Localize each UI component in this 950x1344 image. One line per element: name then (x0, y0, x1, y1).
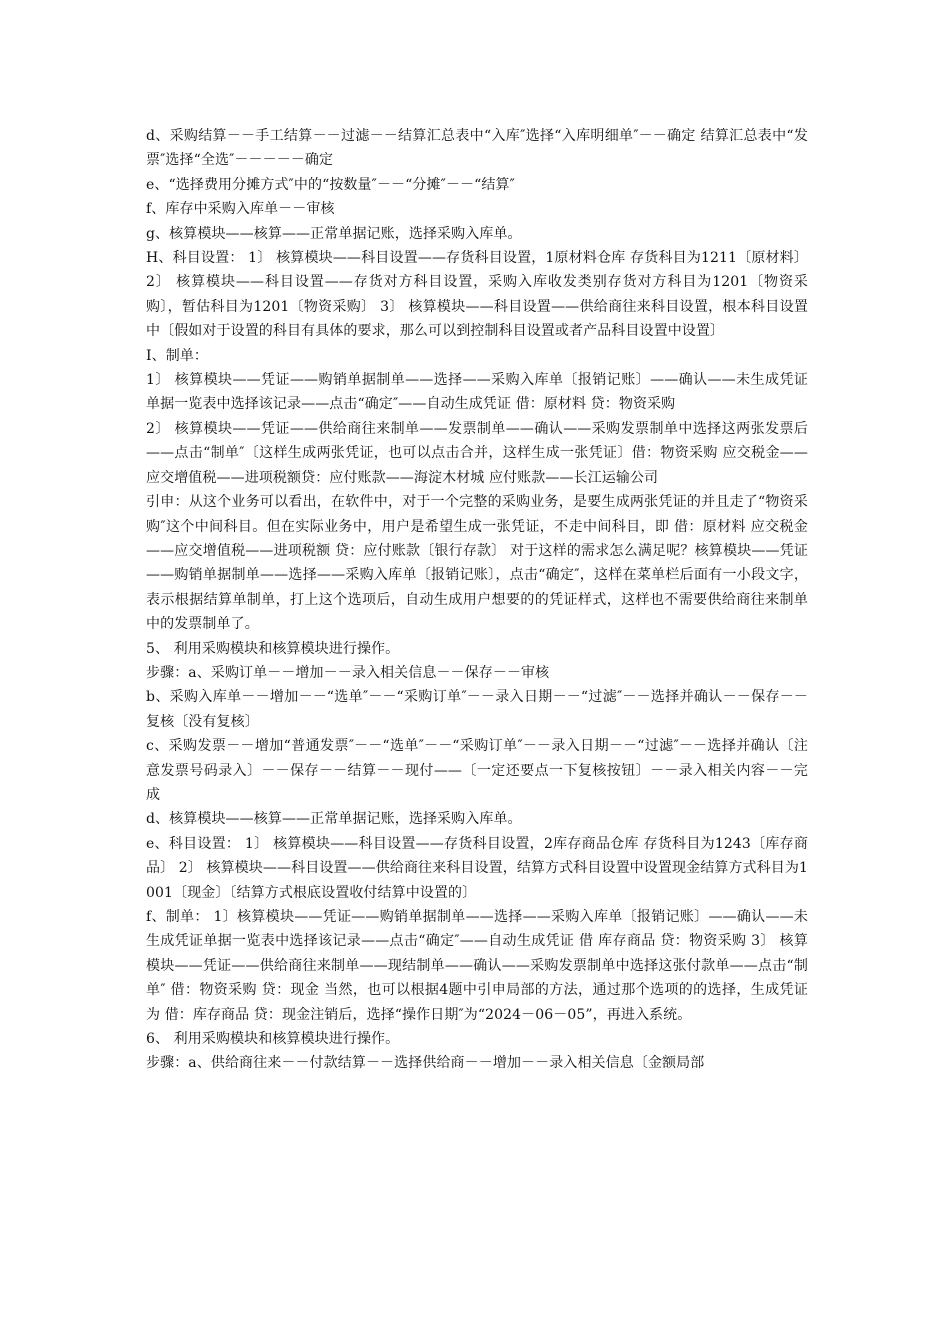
paragraph-section-6-heading: 6、 利用采购模块和核算模块进行操作。 (146, 1031, 400, 1048)
paragraph-step-f-audit: f、库存中采购入库单－－审核 (146, 201, 335, 218)
paragraph-voucher-2: 2〕 核算模块——凭证——供给商往来制单——发票制单——确认——采购发票制单中选择这两张发票后——点击“制单″〔这样生成两张凭证，也可以点击合并，这样生成一张凭证〕借：物资采购 应交税金——应交增值税——进项税额贷：应付账款——海淀木材城 应付账款——长江运输公司 (146, 420, 808, 486)
paragraph-section-5-heading: 5、 利用采购模块和核算模块进行操作。 (146, 640, 400, 657)
paragraph-step-h-account-settings: H、科目设置： 1〕 核算模块——科目设置——存货科目设置，1原材料仓库 存货科目为1211〔原材料〕 2〕 核算模块——科目设置——存货对方科目设置，采购入库收发类别存货对方科目为1201〔物资采购〕，暂估科目为1201〔物资采购〕 3〕 核算模块——科目设置——供给商往来科目设置，根本科目设置中〔假如对于设置的科目有具体的要求，那么可以到控制科目设置或者产品科目设置中设置〕 (146, 250, 808, 340)
paragraph-section-5-step-f: f、制单： 1〕核算模块——凭证——购销单据制单——选择——采购入库单〔报销记账〕——确认——未生成凭证单据一览表中选择该记录——点击“确定″——自动生成凭证 借 库存商品 贷：物资采购 3〕 核算模块——凭证——供给商往来制单——现结制单——确认——采购发票制单中选择这张付款单——点击“制单″ 借：物资采购 贷：现金 当然，也可以根据4题中引申局部的方法，通过那个选项的的选择，生成凭证为 借：库存商品 贷：现金注销后，选择“操作日期″为“2024－06－05”，再进入系统。 (146, 909, 808, 1023)
paragraph-step-d-settlement: d、采购结算－－手工结算－－过滤－－结算汇总表中“入库″选择“入库明细单″－－确定 结算汇总表中“发票″选择“全选″－－－－－确定 (146, 128, 808, 169)
document-body (146, 124, 808, 1076)
paragraph-extension-note: 引申：从这个业务可以看出，在软件中，对于一个完整的采购业务，是要生成两张凭证的并且走了“物资采购″这个中间科目。但在实际业务中，用户是希望生成一张凭证，不走中间科目，即 借：原材料 应交税金——应交增值税——进项税额 贷：应付账款〔银行存款〕 对于这样的需求怎么满足呢？核算模块——凭证——购销单据制单——选择——采购入库单〔报销记账〕，点击“确定″，这样在菜单栏后面有一小段文字，表示根据结算单制单，打上这个选项后，自动生成用户想要的的凭证样式，这样也不需要供给商往来制单中的发票制单了。 (146, 494, 808, 633)
paragraph-section-5-step-b: b、采购入库单－－增加－－“选单″－－“采购订单″－－录入日期－－“过滤″－－选择并确认－－保存－－复核〔没有复核〕 (146, 689, 808, 730)
paragraph-step-e-allocation: e、“选择费用分摊方式″中的“按数量″－－“分摊″－－“结算″ (146, 176, 515, 193)
paragraph-step-g-posting: g、核算模块——核算——正常单据记账，选择采购入库单。 (146, 225, 522, 242)
paragraph-section-5-step-d: d、核算模块——核算——正常单据记账，选择采购入库单。 (146, 811, 522, 828)
paragraph-step-i-voucher-heading: I、制单： (146, 347, 209, 364)
paragraph-voucher-1: 1〕 核算模块——凭证——购销单据制单——选择——采购入库单〔报销记账〕——确认——未生成凭证单据一览表中选择该记录——点击“确定″——自动生成凭证 借：原材料 贷：物资采购 (146, 372, 808, 413)
paragraph-section-5-step-a: 步骤：a、采购订单－－增加－－录入相关信息－－保存－－审核 (146, 664, 550, 681)
paragraph-section-5-step-e: e、科目设置： 1〕 核算模块——科目设置——存货科目设置，2库存商品仓库 存货科目为1243〔库存商品〕 2〕 核算模块——科目设置——供给商往来科目设置，结算方式科目设置中设置现金结算方式科目为1001〔现金〕〔结算方式根底设置收付结算中设置的〕 (146, 835, 808, 901)
paragraph-section-5-step-c: c、采购发票－－增加“普通发票″－－“选单″－－“采购订单″－－录入日期－－“过滤″－－选择并确认〔注意发票号码录入〕－－保存－－结算－－现付——〔一定还要点一下复核按钮〕－－录入相关内容－－完成 (146, 738, 808, 803)
paragraph-section-6-step-a: 步骤：a、供给商往来－－付款结算－－选择供给商－－增加－－录入相关信息〔金额局部 (146, 1055, 705, 1072)
